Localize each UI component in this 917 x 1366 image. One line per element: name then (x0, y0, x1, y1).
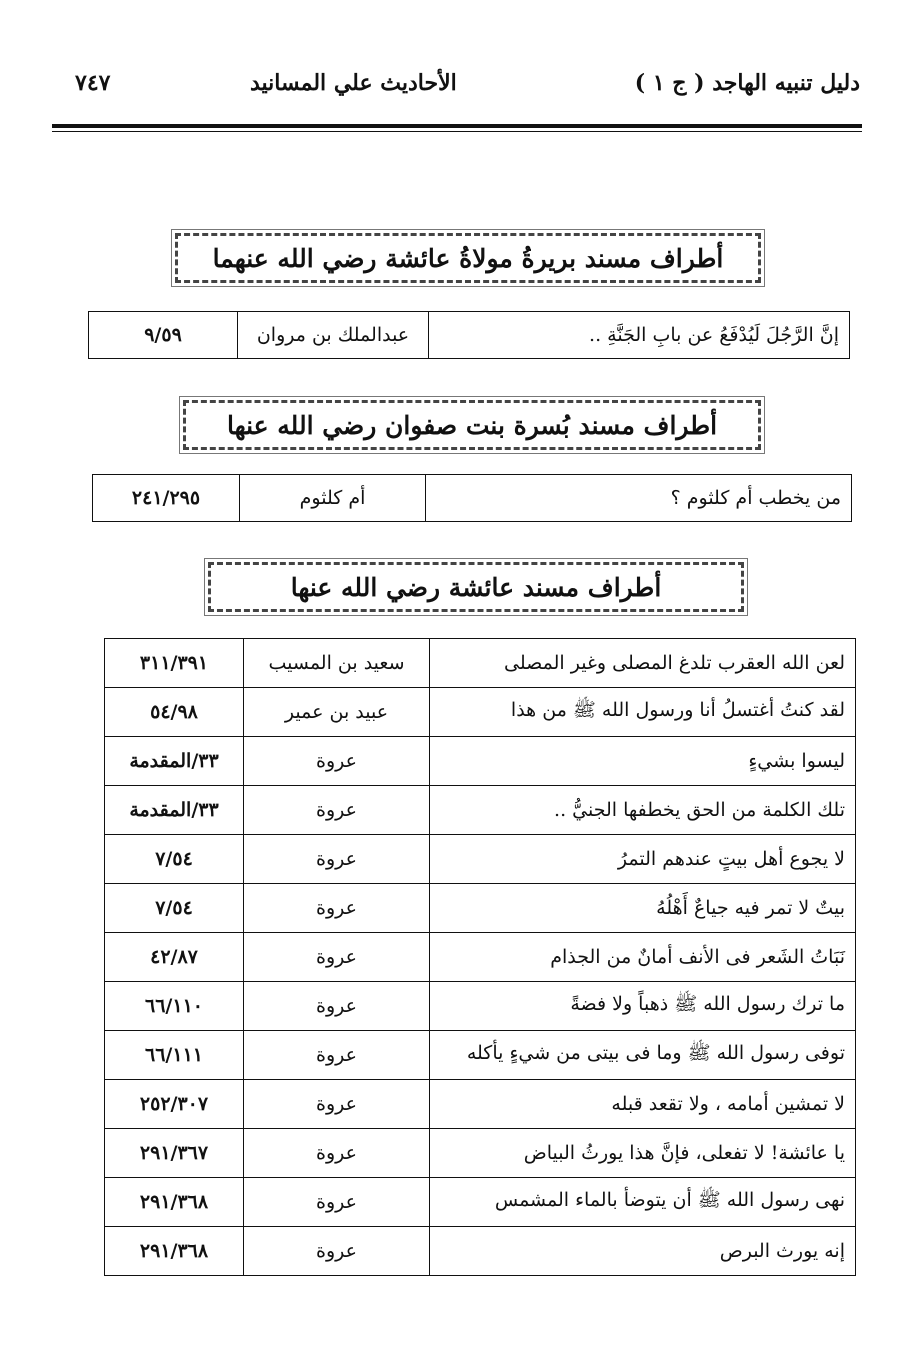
page-number: ٧٤٧ (75, 70, 111, 96)
reference: ٢٤١/٢٩٥ (93, 475, 240, 522)
hadith-text: إنَّ الرَّجُلَ لَيُدْفَعُ عن بابِ الجَنَّةِ .. (429, 312, 850, 359)
section-table (88, 311, 850, 359)
narrator: عروة (244, 835, 430, 884)
table-row (93, 475, 852, 522)
table-row (105, 786, 856, 835)
section-table (104, 638, 856, 1276)
narrator: عروة (244, 982, 430, 1031)
section-heading (208, 562, 744, 612)
header-rule-thick (52, 124, 862, 128)
hadith-text: لعن الله العقرب تلدغ المصلى وغير المصلى (430, 639, 856, 688)
hadith-text: ليسوا بشيءٍ (430, 737, 856, 786)
table-row (105, 1178, 856, 1227)
reference: ٩/٥٩ (89, 312, 238, 359)
hadith-text: يا عائشة! لا تفعلى، فإنَّ هذا يورثُ البياض (430, 1129, 856, 1178)
narrator: عروة (244, 933, 430, 982)
running-title: الأحاديث علي المسانيد (250, 70, 457, 96)
narrator: عروة (244, 1080, 430, 1129)
narrator: عروة (244, 884, 430, 933)
hadith-text: لا يجوع أهل بيتٍ عندهم التمرُ (430, 835, 856, 884)
table-row (105, 1227, 856, 1276)
hadith-text: ما ترك رسول الله ﷺ ذهباً ولا فضةً (430, 982, 856, 1031)
hadith-text: نَبَاتُ الشَعر فى الأنف أمانٌ من الجذام (430, 933, 856, 982)
hadith-text: لقد كنتُ أغتسلُ أنا ورسول الله ﷺ من هذا (430, 688, 856, 737)
hadith-text: تلك الكلمة من الحق يخطفها الجنيُّ .. (430, 786, 856, 835)
header-rule-thin (52, 131, 862, 132)
narrator: عروة (244, 737, 430, 786)
reference: ٣١١/٣٩١ (105, 639, 244, 688)
hadith-text: لا تمشين أمامه ، ولا تقعد قبله (430, 1080, 856, 1129)
reference: ٢٩١/٣٦٧ (105, 1129, 244, 1178)
hadith-text: من يخطب أم كلثوم ؟ (426, 475, 852, 522)
narrator: عروة (244, 1178, 430, 1227)
section-heading (175, 233, 761, 283)
reference: ٢٩١/٣٦٨ (105, 1227, 244, 1276)
section-title: أطراف مسند عائشة رضي الله عنها (290, 572, 662, 602)
reference: ٦٦/١١٠ (105, 982, 244, 1031)
narrator: عبيد بن عمير (244, 688, 430, 737)
narrator: عبدالملك بن مروان (238, 312, 429, 359)
book-title: دليل تنبيه الهاجد ( ج ١ ) (634, 70, 860, 96)
reference: ٢٥٢/٣٠٧ (105, 1080, 244, 1129)
table-row (105, 1129, 856, 1178)
section-title: أطراف مسند بُسرة بنت صفوان رضي الله عنها (226, 410, 718, 440)
reference: ٧/٥٤ (105, 884, 244, 933)
hadith-text: نهى رسول الله ﷺ أن يتوضأ بالماء المشمس (430, 1178, 856, 1227)
table-row (105, 982, 856, 1031)
reference: ٦٦/١١١ (105, 1031, 244, 1080)
reference: ٢٩١/٣٦٨ (105, 1178, 244, 1227)
page-header (40, 70, 860, 110)
section-heading (183, 400, 761, 450)
reference: ٥٤/٩٨ (105, 688, 244, 737)
table-row (105, 1031, 856, 1080)
table-row (105, 933, 856, 982)
hadith-text: إنه يورث البرص (430, 1227, 856, 1276)
table-row (89, 312, 850, 359)
section-title: أطراف مسند بريرةُ مولاةُ عائشة رضي الله عنهما (212, 243, 724, 273)
table-row (105, 884, 856, 933)
narrator: عروة (244, 1129, 430, 1178)
table-row (105, 639, 856, 688)
table-row (105, 835, 856, 884)
reference: ٣٣/المقدمة (105, 737, 244, 786)
narrator: عروة (244, 1031, 430, 1080)
narrator: سعيد بن المسيب (244, 639, 430, 688)
narrator: عروة (244, 1227, 430, 1276)
reference: ٧/٥٤ (105, 835, 244, 884)
section-table (92, 474, 852, 522)
table-row (105, 737, 856, 786)
table-row (105, 1080, 856, 1129)
hadith-text: بيتٌ لا تمر فيه جياعٌ أَهْلُهُ (430, 884, 856, 933)
table-row (105, 688, 856, 737)
reference: ٣٣/المقدمة (105, 786, 244, 835)
reference: ٤٢/٨٧ (105, 933, 244, 982)
narrator: عروة (244, 786, 430, 835)
hadith-text: توفى رسول الله ﷺ وما فى بيتى من شيءٍ يأكله (430, 1031, 856, 1080)
narrator: أم كلثوم (240, 475, 426, 522)
